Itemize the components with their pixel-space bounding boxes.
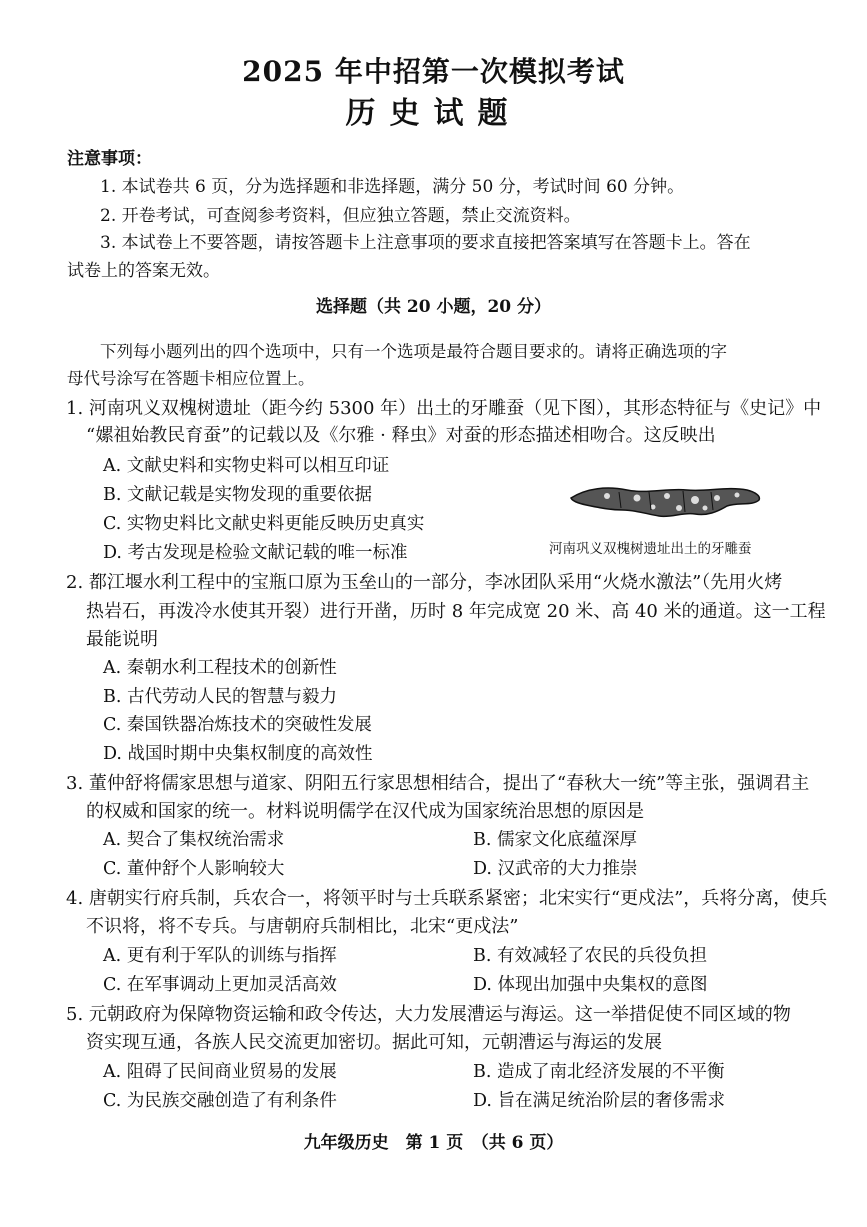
notice-heading: 注意事项： — [67, 149, 152, 169]
section-instruction-line1: 下列每小题列出的四个选项中，只有一个选项是最符合题目要求的。请将正确选项的字 — [100, 342, 727, 361]
notice-item-3-line2: 试卷上的答案无效。 — [67, 261, 220, 281]
q5-option-c: C. 为民族交融创造了有利条件 — [103, 1091, 337, 1111]
question-1-line1: 1. 河南巩义双槐树遗址（距今约 5300 年）出土的牙雕蚕（见下图），其形态特征与《史记》中 — [66, 398, 822, 419]
section-title: 选择题（共 20 小题，20 分） — [315, 297, 552, 317]
q1-option-c: C. 实物史料比文献史料更能反映历史真实 — [103, 514, 425, 534]
q1-option-b: B. 文献记载是实物发现的重要依据 — [103, 485, 372, 505]
q2-option-b: B. 古代劳动人民的智慧与毅力 — [103, 687, 337, 707]
question-1-line2: “嫘祖始教民育蚕”的记载以及《尔雅 · 释虫》对蚕的形态描述相吻合。这反映出 — [86, 425, 716, 446]
q4-option-a: A. 更有利于军队的训练与指挥 — [103, 946, 337, 966]
q1-option-d: D. 考古发现是检验文献记载的唯一标准 — [103, 543, 408, 563]
q5-option-a: A. 阻碍了民间商业贸易的发展 — [103, 1062, 337, 1082]
q3-option-b: B. 儒家文化底蕴深厚 — [473, 830, 637, 850]
question-5-line1: 5. 元朝政府为保障物资运输和政令传达，大力发展漕运与海运。这一举措促使不同区域的物 — [66, 1004, 791, 1025]
q1-option-a: A. 文献史料和实物史料可以相互印证 — [103, 456, 390, 476]
q4-option-b: B. 有效减轻了农民的兵役负担 — [473, 946, 707, 966]
q5-option-b: B. 造成了南北经济发展的不平衡 — [473, 1062, 725, 1082]
q2-option-a: A. 秦朝水利工程技术的创新性 — [103, 658, 337, 678]
image-caption: 河南巩义双槐树遗址出土的牙雕蚕 — [549, 541, 752, 557]
q3-option-a: A. 契合了集权统治需求 — [103, 830, 285, 850]
q2-option-c: C. 秦国铁器冶炼技术的突破性发展 — [103, 715, 372, 735]
question-2-line1: 2. 都江堰水利工程中的宝瓶口原为玉垒山的一部分，李冰团队采用“火烧水激法”（先用火烤 — [66, 572, 783, 593]
question-3-line2: 的权威和国家的统一。材料说明儒学在汉代成为国家统治思想的原因是 — [86, 801, 644, 822]
page-footer: 九年级历史 第 1 页 （共 6 页） — [303, 1133, 564, 1153]
q5-option-d: D. 旨在满足统治阶层的奢侈需求 — [473, 1091, 726, 1111]
question-2-line3: 最能说明 — [86, 629, 158, 650]
notice-item-2: 2. 开卷考试，可查阅参考资料，但应独立答题，禁止交流资料。 — [100, 206, 581, 226]
question-4-line2: 不识将，将不专兵。与唐朝府兵制相比，北宋“更戍法” — [86, 916, 519, 937]
q4-option-c: C. 在军事调动上更加灵活高效 — [103, 975, 337, 995]
q3-option-d: D. 汉武帝的大力推崇 — [473, 859, 638, 879]
question-3-line1: 3. 董仲舒将儒家思想与道家、阴阳五行家思想相结合，提出了“春秋大一统”等主张，强调君主 — [66, 773, 810, 794]
q3-option-c: C. 董仲舒个人影响较大 — [103, 859, 285, 879]
section-instruction-line2: 母代号涂写在答题卡相应位置上。 — [67, 369, 315, 388]
notice-item-1: 1. 本试卷共 6 页，分为选择题和非选择题，满分 50 分，考试时间 60 分钟。 — [100, 177, 685, 197]
ivory-silkworm-image — [567, 480, 763, 520]
exam-subject-title: 历史试题 — [345, 96, 522, 131]
q4-option-d: D. 体现出加强中央集权的意图 — [473, 975, 708, 995]
question-2-line2: 热岩石，再泼冷水使其开裂）进行开凿，历时 8 年完成宽 20 米、高 40 米的通道。这一工程 — [86, 601, 826, 622]
question-4-line1: 4. 唐朝实行府兵制，兵农合一，将领平时与士兵联系紧密；北宋实行“更戍法”，兵将分离，使兵 — [66, 888, 828, 909]
q2-option-d: D. 战国时期中央集权制度的高效性 — [103, 744, 373, 764]
question-5-line2: 资实现互通，各族人民交流更加密切。据此可知，元朝漕运与海运的发展 — [86, 1032, 662, 1053]
notice-item-3-line1: 3. 本试卷上不要答题，请按答题卡上注意事项的要求直接把答案填写在答题卡上。答在 — [100, 233, 751, 253]
exam-title: 2025 年中招第一次模拟考试 — [242, 55, 625, 88]
